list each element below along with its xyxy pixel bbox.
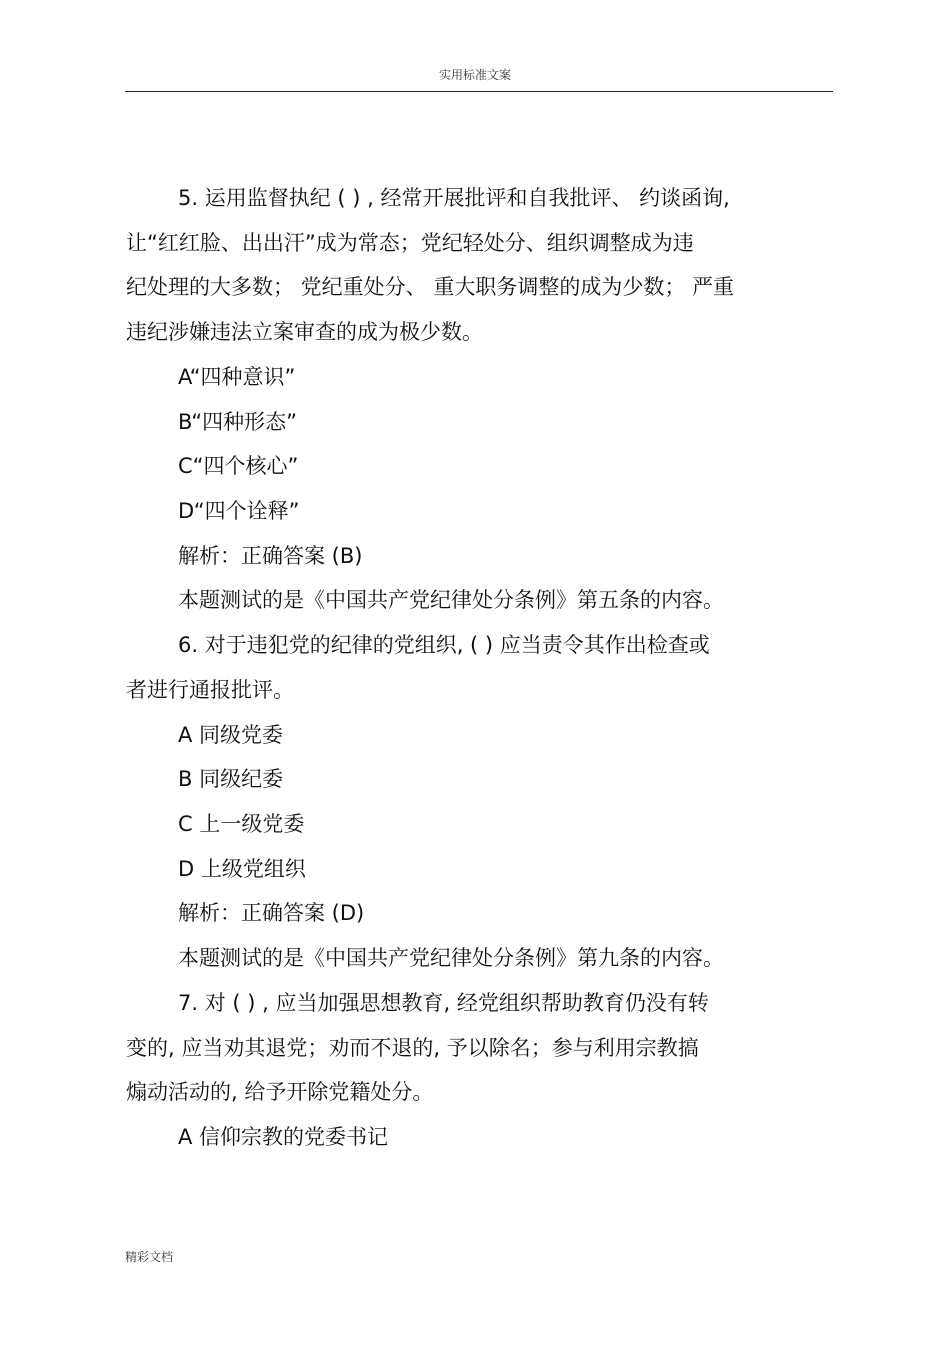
q5-option-c: C“四个核心”: [178, 454, 299, 478]
q6-option-d: D 上级党组织: [178, 857, 306, 881]
q5-option-a: A“四种意识”: [178, 365, 296, 389]
q6-option-c: C 上一级党委: [178, 812, 305, 836]
q5-answer: 解析：正确答案 (B): [178, 544, 363, 568]
q5-explanation: 本题测试的是《中国共产党纪律处分条例》第五条的内容。: [178, 588, 724, 612]
page-header: 实用标准文案: [438, 68, 511, 82]
q5-stem-line-1: 5. 运用监督执纪 ( ) , 经常开展批评和自我批评、 约谈函询,: [178, 186, 730, 210]
q6-explanation: 本题测试的是《中国共产党纪律处分条例》第九条的内容。: [178, 946, 724, 970]
q6-option-b: B 同级纪委: [178, 767, 284, 791]
q7-stem-line-1: 7. 对 ( ) , 应当加强思想教育, 经党组织帮助教育仍没有转: [178, 991, 709, 1015]
q5-option-d: D“四个诠释”: [178, 499, 300, 523]
q7-option-a: A 信仰宗教的党委书记: [178, 1125, 389, 1149]
header-rule: [125, 91, 833, 92]
q5-stem-line-3: 纪处理的大多数； 党纪重处分、 重大职务调整的成为少数； 严重: [126, 275, 735, 299]
q5-stem-line-4: 违纪涉嫌违法立案审查的成为极少数。: [126, 320, 483, 344]
q6-answer: 解析：正确答案 (D): [178, 901, 365, 925]
q6-option-a: A 同级党委: [178, 723, 284, 747]
page-footer: 精彩文档: [125, 1250, 174, 1264]
q5-stem-line-2: 让“红红脸、出出汗”成为常态；党纪轻处分、组织调整成为违: [126, 231, 694, 255]
q7-stem-line-3: 煽动活动的, 给予开除党籍处分。: [126, 1080, 434, 1104]
q6-stem-line-1: 6. 对于违犯党的纪律的党组织, ( ) 应当责令其作出检查或: [178, 633, 710, 657]
q7-stem-line-2: 变的, 应当劝其退党；劝而不退的, 予以除名；参与利用宗教搞: [126, 1036, 699, 1060]
q6-stem-line-2: 者进行通报批评。: [126, 678, 294, 702]
q5-option-b: B“四种形态”: [178, 410, 298, 434]
